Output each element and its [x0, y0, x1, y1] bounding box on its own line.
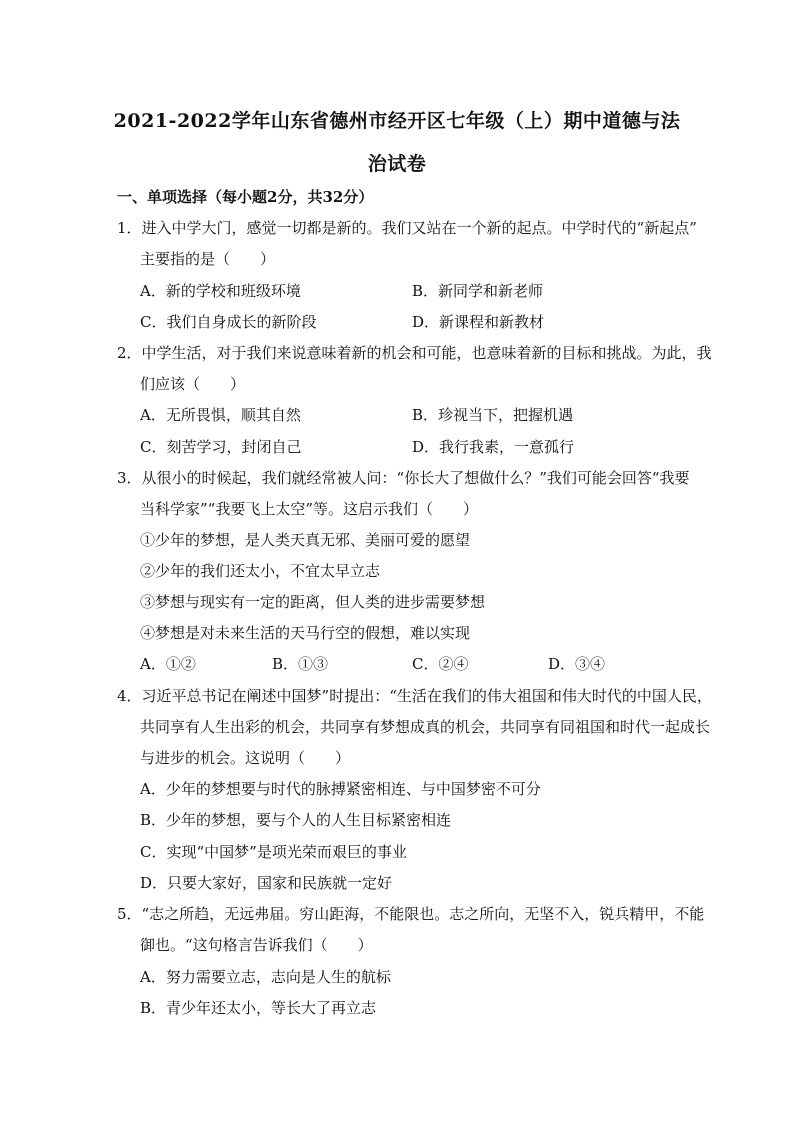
question-2-option-d[interactable]: D．我行我素，一意孤行 [412, 438, 575, 456]
question-2-stem-cont: 们应该（ ） [140, 375, 246, 393]
question-3-option-a[interactable]: A．①② [140, 655, 196, 673]
question-1-stem: 1．进入中学大门，感觉一切都是新的。我们又站在一个新的起点。中学时代的“新起点” [117, 219, 697, 237]
question-1-option-c[interactable]: C．我们自身成长的新阶段 [140, 313, 317, 331]
question-5-stem: 5．“志之所趋，无远弗届。穷山距海，不能限也。志之所向，无坚不入，锐兵精甲，不能 [117, 905, 705, 923]
question-2-option-a[interactable]: A．无所畏惧，顺其自然 [140, 406, 301, 424]
question-3-item-3: ③梦想与现实有一定的距离，但人类的进步需要梦想 [140, 593, 486, 611]
question-4-stem: 4．习近平总书记在阐述中国梦”时提出：“生活在我们的伟大祖国和伟大时代的中国人民， [117, 687, 712, 705]
question-3-item-4: ④梦想是对未来生活的天马行空的假想，难以实现 [140, 624, 471, 642]
question-1-stem-cont: 主要指的是（ ） [140, 250, 276, 268]
question-3-option-c[interactable]: C．②④ [412, 655, 469, 673]
question-3-option-d[interactable]: D．③④ [548, 655, 606, 673]
question-4-option-c[interactable]: C．实现“中国梦”是项光荣而艰巨的事业 [140, 843, 407, 861]
question-3-item-1: ①少年的梦想，是人类天真无邪、美丽可爱的愿望 [140, 531, 471, 549]
question-3-option-b[interactable]: B．①③ [272, 655, 329, 673]
question-1-option-d[interactable]: D．新课程和新教材 [412, 313, 545, 331]
question-3-stem: 3．从很小的时候起，我们就经常被人问：“你长大了想做什么？”我们可能会回答“我要 [117, 469, 690, 487]
question-1-option-b[interactable]: B．新同学和新老师 [412, 282, 544, 300]
question-2-option-c[interactable]: C．刻苦学习，封闭自己 [140, 438, 302, 456]
question-1-option-a[interactable]: A．新的学校和班级环境 [140, 282, 301, 300]
question-3-stem-cont: 当科学家”“我要飞上太空”等。这启示我们（ ） [140, 500, 479, 518]
question-4-option-d[interactable]: D．只要大家好，国家和民族就一定好 [140, 874, 393, 892]
question-4-stem-cont-2: 与进步的机会。这说明（ ） [140, 749, 351, 767]
question-5-stem-cont: 御也。“这句格言告诉我们（ ） [140, 936, 373, 954]
exam-title-line2: 治试卷 [367, 153, 427, 175]
question-4-stem-cont-1: 共同享有人生出彩的机会，共同享有梦想成真的机会，共同享有同祖国和时代一起成长 [140, 718, 711, 736]
question-3-item-2: ②少年的我们还太小，不宜太早立志 [140, 562, 381, 580]
question-5-option-b[interactable]: B．青少年还太小，等长大了再立志 [140, 999, 377, 1017]
section-heading: 一、单项选择（每小题2分，共32分） [117, 188, 374, 206]
question-4-option-b[interactable]: B．少年的梦想，要与个人的人生目标紧密相连 [140, 811, 452, 829]
question-2-option-b[interactable]: B．珍视当下，把握机遇 [412, 406, 574, 424]
question-5-option-a[interactable]: A．努力需要立志，志向是人生的航标 [140, 968, 391, 986]
exam-title-line1: 2021-2022学年山东省德州市经开区七年级（上）期中道德与法 [113, 110, 681, 132]
question-2-stem: 2．中学生活，对于我们来说意味着新的机会和可能，也意味着新的目标和挑战。为此，我 [117, 344, 712, 362]
question-4-option-a[interactable]: A．少年的梦想要与时代的脉搏紧密相连、与中国梦密不可分 [140, 780, 541, 798]
